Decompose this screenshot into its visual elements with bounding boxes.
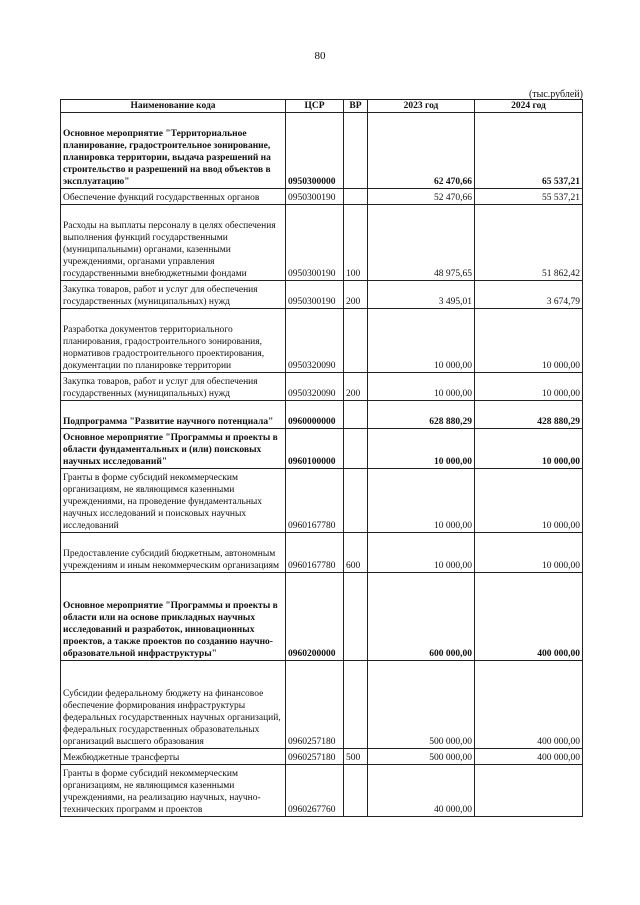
row-value-2023: 48 975,65 — [368, 205, 475, 281]
row-name: Основное мероприятие "Территориальное планирование, градостроительное зонирование, планировка территории, выдача разрешений на строительство и разрешений на ввод объектов в эксплуатацию" — [61, 113, 286, 189]
row-name: Закупка товаров, работ и услуг для обеспечения государственных (муниципальных) нужд — [61, 373, 286, 401]
row-value-2024: 400 000,00 — [475, 749, 583, 765]
header-csr: ЦСР — [286, 100, 344, 113]
row-value-2023: 62 470,66 — [368, 113, 475, 189]
row-name: Основное мероприятие "Программы и проекты в области или на основе прикладных научных исследований и разработок, инновационных проектов, а также проектов по созданию научно-образовательной инфраструктуры" — [61, 573, 286, 661]
row-value-2023: 10 000,00 — [368, 309, 475, 373]
row-value-2024: 400 000,00 — [475, 661, 583, 749]
row-csr: 0960000000 — [286, 401, 344, 429]
row-value-2024: 428 880,29 — [475, 401, 583, 429]
row-csr: 0960167780 — [286, 533, 344, 573]
row-csr: 0950320090 — [286, 373, 344, 401]
row-value-2023: 10 000,00 — [368, 533, 475, 573]
row-value-2024: 10 000,00 — [475, 533, 583, 573]
row-csr: 0950300190 — [286, 281, 344, 309]
row-vr — [344, 573, 368, 661]
row-name: Межбюджетные трансферты — [61, 749, 286, 765]
row-csr: 0950320090 — [286, 309, 344, 373]
row-vr — [344, 765, 368, 817]
row-value-2024: 3 674,79 — [475, 281, 583, 309]
row-name: Закупка товаров, работ и услуг для обеспечения государственных (муниципальных) нужд — [61, 281, 286, 309]
row-vr — [344, 661, 368, 749]
row-value-2023: 10 000,00 — [368, 469, 475, 533]
row-csr: 0950300190 — [286, 205, 344, 281]
row-value-2023: 500 000,00 — [368, 749, 475, 765]
row-value-2024: 65 537,21 — [475, 113, 583, 189]
row-name: Субсидии федеральному бюджету на финансовое обеспечение формирования инфраструктуры федеральных государственных научных организаций, федеральных государственных образовательных организаций высшего образования — [61, 661, 286, 749]
row-csr: 0960257180 — [286, 661, 344, 749]
row-vr: 100 — [344, 205, 368, 281]
table-row — [61, 189, 583, 205]
row-value-2023: 10 000,00 — [368, 373, 475, 401]
row-value-2023: 628 880,29 — [368, 401, 475, 429]
row-value-2023: 3 495,01 — [368, 281, 475, 309]
row-value-2023: 40 000,00 — [368, 765, 475, 817]
row-value-2024: 400 000,00 — [475, 573, 583, 661]
row-vr: 200 — [344, 373, 368, 401]
table-row — [61, 661, 583, 749]
row-name: Расходы на выплаты персоналу в целях обеспечения выполнения функций государственными (муниципальными) органами, казенными учреждениями, органами управления государственными внебюджетными фондами — [61, 205, 286, 281]
table-row — [61, 373, 583, 401]
row-vr — [344, 189, 368, 205]
table-row — [61, 765, 583, 817]
row-vr — [344, 113, 368, 189]
row-csr: 0960100000 — [286, 429, 344, 469]
header-vr: ВР — [344, 100, 368, 113]
table-row — [61, 205, 583, 281]
table-row — [61, 401, 583, 429]
row-name: Основное мероприятие "Программы и проекты в области фундаментальных и (или) поисковых научных исследований" — [61, 429, 286, 469]
row-value-2024: 10 000,00 — [475, 373, 583, 401]
row-name: Гранты в форме субсидий некоммерческим организациям, не являющимся казенными учреждениями, на реализацию научных, научно-технических программ и проектов — [61, 765, 286, 817]
row-name: Подпрограмма "Развитие научного потенциала" — [61, 401, 286, 429]
row-value-2023: 52 470,66 — [368, 189, 475, 205]
row-vr — [344, 401, 368, 429]
row-value-2024: 10 000,00 — [475, 469, 583, 533]
row-vr — [344, 469, 368, 533]
row-csr: 0960167780 — [286, 469, 344, 533]
row-value-2023: 600 000,00 — [368, 573, 475, 661]
row-csr: 0960200000 — [286, 573, 344, 661]
table-row — [61, 749, 583, 765]
unit-note: (тыс.рублей) — [528, 89, 583, 100]
row-vr: 500 — [344, 749, 368, 765]
header-2023: 2023 год — [368, 100, 475, 113]
budget-table — [60, 99, 583, 817]
table-row — [61, 469, 583, 533]
table-row — [61, 573, 583, 661]
header-name: Наименование кода — [61, 100, 286, 113]
page-number: 80 — [314, 50, 326, 62]
row-name: Обеспечение функций государственных органов — [61, 189, 286, 205]
header-2024: 2024 год — [475, 100, 583, 113]
table-header-row — [61, 100, 583, 113]
row-csr: 0960257180 — [286, 749, 344, 765]
row-value-2024: 10 000,00 — [475, 429, 583, 469]
table-row — [61, 281, 583, 309]
row-vr — [344, 309, 368, 373]
row-value-2024: 55 537,21 — [475, 189, 583, 205]
row-csr: 0960267760 — [286, 765, 344, 817]
row-name: Разработка документов территориального планирования, градостроительного зонирования, нормативов градостроительного проектирования, документации по планировке территории — [61, 309, 286, 373]
table-row — [61, 113, 583, 189]
row-vr: 600 — [344, 533, 368, 573]
table-row — [61, 309, 583, 373]
row-csr: 0950300190 — [286, 189, 344, 205]
table-row — [61, 429, 583, 469]
table-row — [61, 533, 583, 573]
row-name: Предоставление субсидий бюджетным, автономным учреждениям и иным некоммерческим организациям — [61, 533, 286, 573]
row-value-2024: 51 862,42 — [475, 205, 583, 281]
row-vr — [344, 429, 368, 469]
row-value-2024: 10 000,00 — [475, 309, 583, 373]
row-name: Гранты в форме субсидий некоммерческим организациям, не являющимся казенными учреждениями, на проведение фундаментальных научных исследований и поисковых научных исследований — [61, 469, 286, 533]
row-csr: 0950300000 — [286, 113, 344, 189]
row-value-2024 — [475, 765, 583, 817]
row-vr: 200 — [344, 281, 368, 309]
row-value-2023: 500 000,00 — [368, 661, 475, 749]
row-value-2023: 10 000,00 — [368, 429, 475, 469]
